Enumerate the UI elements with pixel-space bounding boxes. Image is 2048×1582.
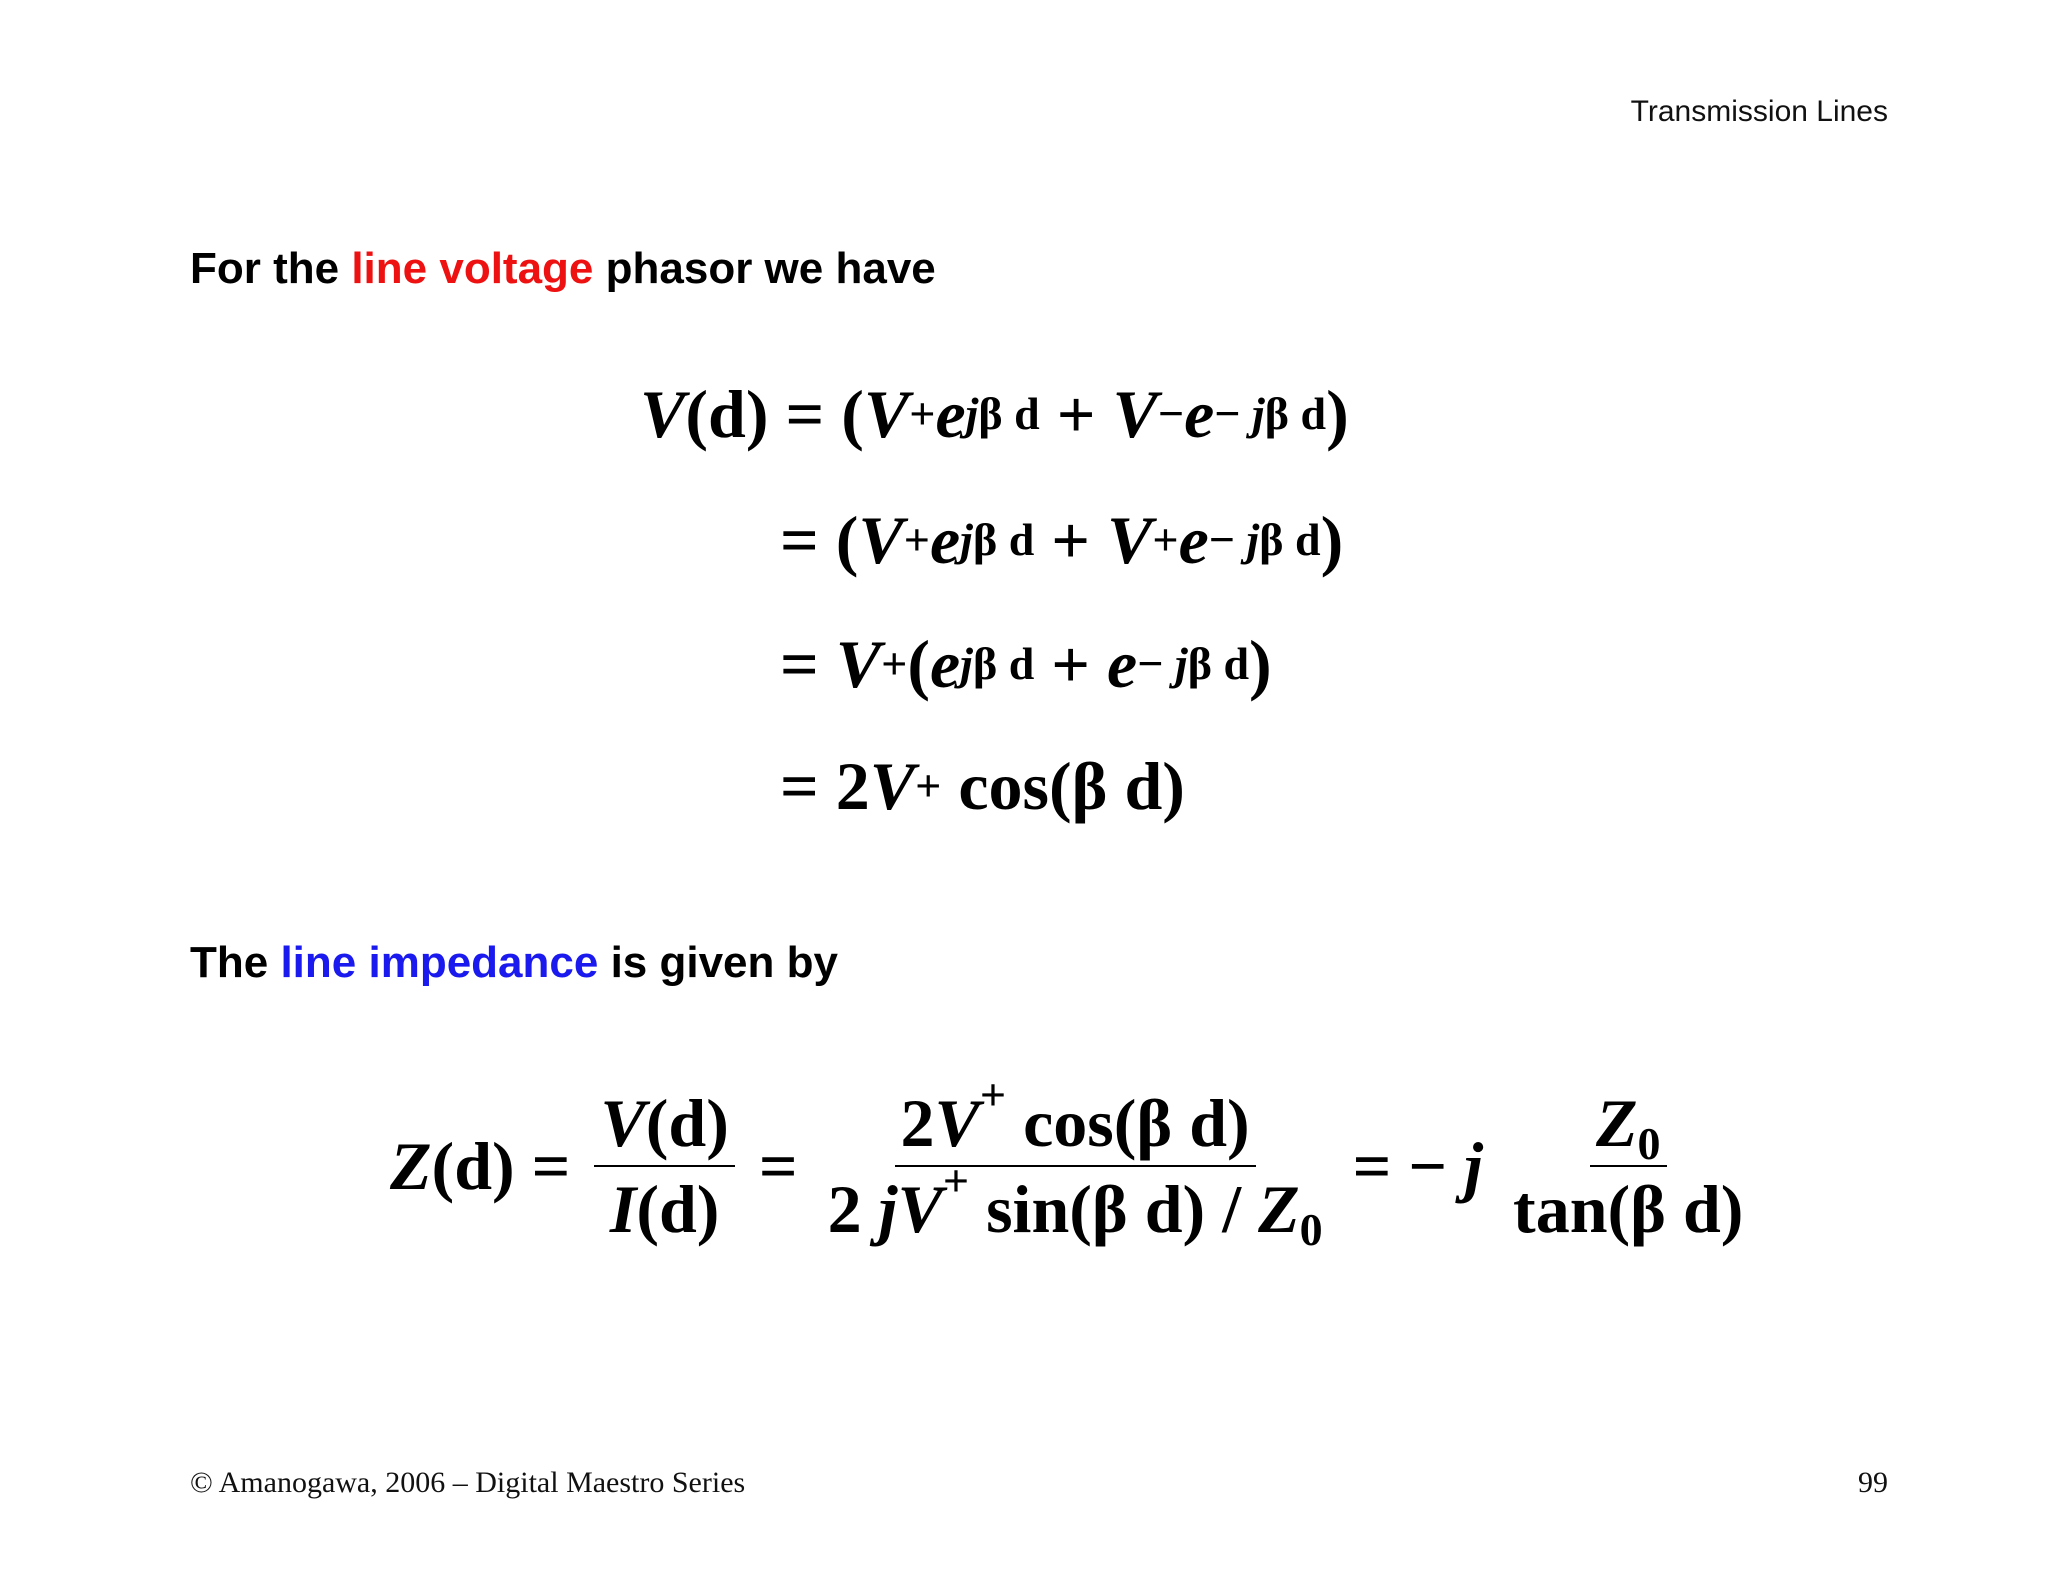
impedance-fraction-expanded: $\frac{2V^+ \cos(\beta d)}{2 jV^+ \sin(\beta d) / Z_0}$	[827, 1069, 1323, 1255]
voltage-heading	[190, 244, 936, 294]
page-number: 99	[1858, 1466, 1888, 1499]
voltage-equation-line-1: V (d) = ( V + e jβ d + V − e − jβ d )	[640, 376, 1349, 452]
voltage-equation-line-4: = 2 V + cos(β d)	[780, 748, 1185, 824]
impedance-lhs: Z(d) =	[390, 1128, 571, 1204]
voltage-heading-prefix: For the	[190, 244, 352, 293]
impedance-equation	[390, 1066, 1757, 1266]
impedance-fraction-ratio: $\frac{V(d)}{I(d)}$	[586, 1089, 742, 1243]
impedance-fraction-result: $\frac{Z_0}{\text{tan(β d)}}$	[1513, 1085, 1744, 1247]
impedance-heading-prefix: The	[190, 938, 281, 987]
equals-sign: =	[758, 1128, 798, 1204]
impedance-heading	[190, 938, 838, 988]
voltage-equation-line-2: = ( V + e jβ d + V + e − jβ d )	[780, 502, 1344, 578]
impedance-heading-suffix: is given by	[598, 938, 838, 987]
slide-header-title: Transmission Lines	[1630, 95, 1888, 128]
voltage-heading-suffix: phasor we have	[593, 244, 936, 293]
equals-minus-j: = − j	[1352, 1128, 1484, 1204]
voltage-heading-highlight: line voltage	[351, 244, 594, 293]
impedance-heading-highlight: line impedance	[280, 938, 599, 987]
footer-copyright: © Amanogawa, 2006 – Digital Maestro Series	[190, 1466, 746, 1499]
voltage-equation-line-3: = V + ( e jβ d + e − jβ d )	[780, 626, 1272, 702]
